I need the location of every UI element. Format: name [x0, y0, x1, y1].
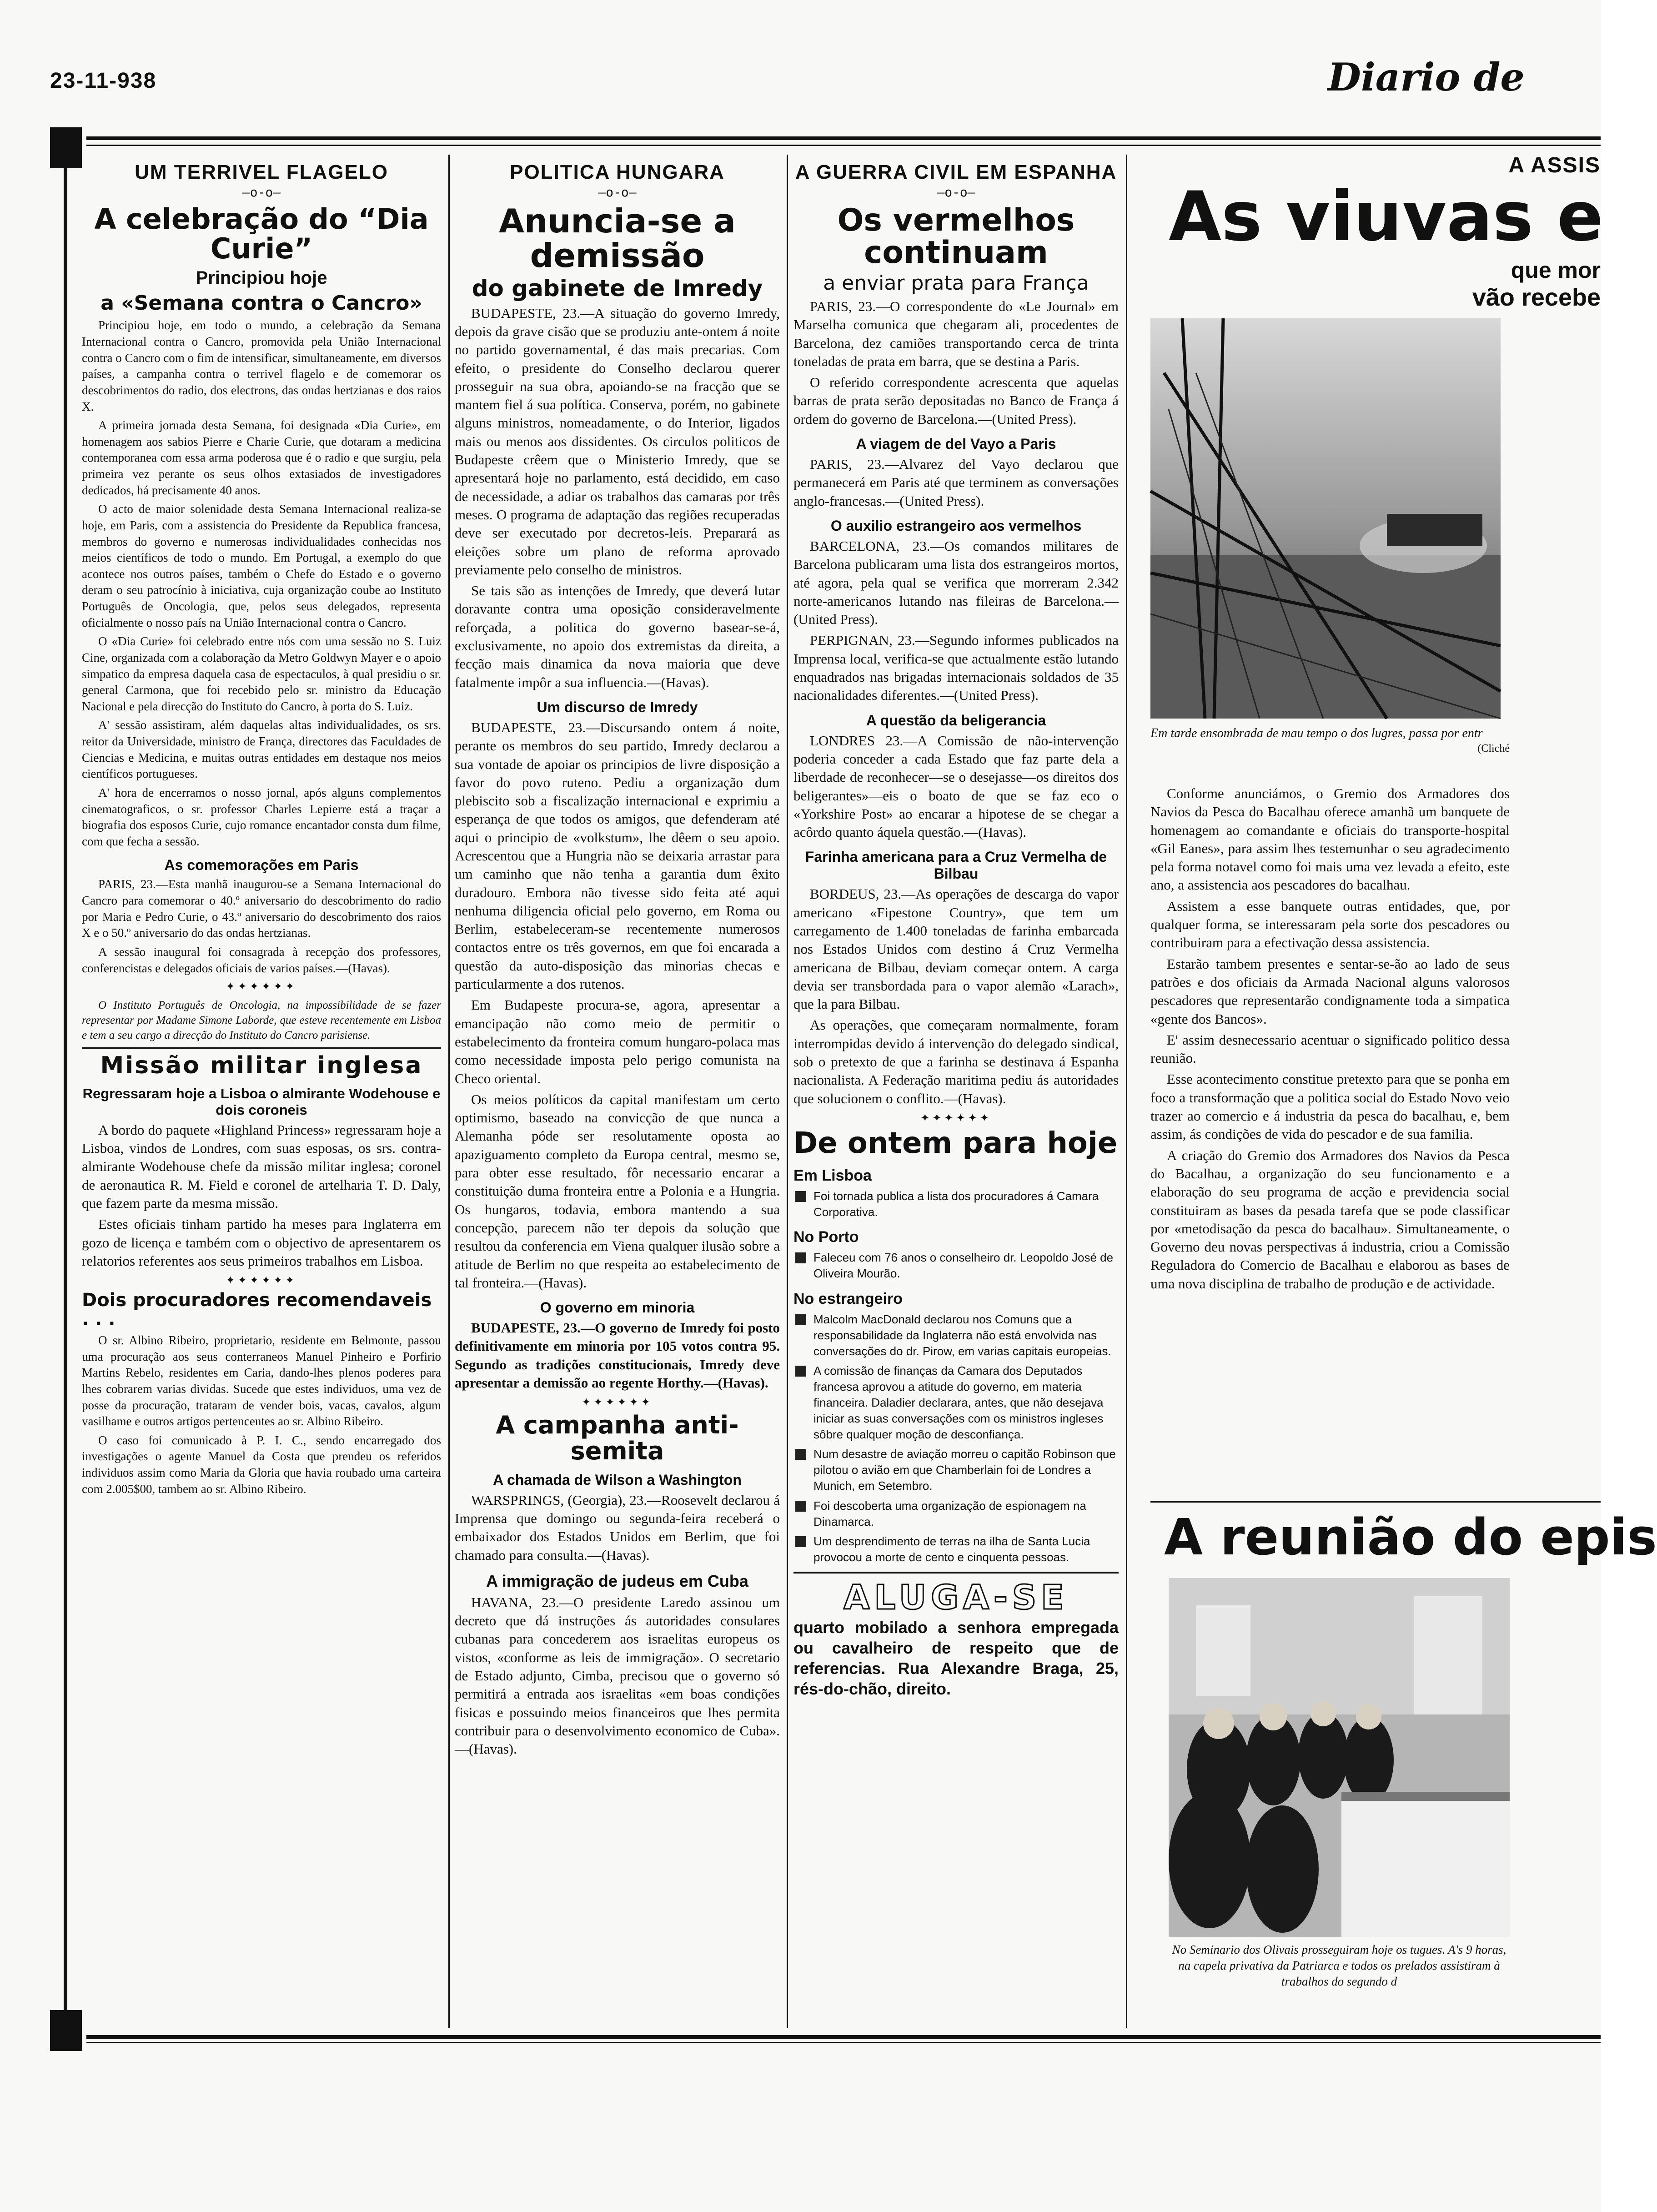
article-paragraph: WARSPRINGS, (Georgia), 23.—Roosevelt declarou á Imprensa que domingo ou segunda-feira receberá o embaixador dos Estados Unidos em Berlim, que foi chamado para consulta.—(Havas). [455, 1492, 780, 1563]
article-paragraph: A criação do Gremio dos Armadores dos Navios da Pesca do Bacalhau, a organização do seu funcionamento e a elaboração do seu programa de acção e previdencia social constituiram as bases da pesada tarefa que se pode classificar por «metodisação da pesca do bacalhau». Simultaneamente, o Governo deu novas perspectivas á industria, criou a Comissão Reguladora do Comercio de Bacalhau e elaborou as bases de uma nova disciplina de trabalho de produção e de actividade. [1150, 1147, 1510, 1292]
headline: Dois procuradores recomendaveis . . . [82, 1290, 432, 1330]
divider-stars: ✦✦✦✦✦✦ [226, 981, 297, 993]
corner-block-top [50, 127, 82, 168]
subsection-heading: A questão da beligerancia [866, 712, 1046, 729]
bishops-article [1164, 1508, 1657, 1571]
bishops-meeting-image [1169, 1578, 1510, 1937]
headline: Anuncia-se a demissão [499, 202, 736, 275]
region-heading-lisboa: Em Lisboa [793, 1167, 872, 1185]
square-bullet-icon [795, 1536, 806, 1547]
photo-caption: Em tarde ensombrada de mau tempo o dos lugres, passa por entr [1150, 726, 1483, 740]
article-paragraph: HAVANA, 23.—O presidente Laredo assinou um decreto que dá instruções ás autoridades consulares cubanas para concederem aos israelitas europeus os vistos, «conforme as leis de immigração». O secretario de Estado adjunto, Cimba, precisou que o governo só permitirá a entrada aos israelitas «em boas condições fisicas e possuindo meios financeiros que lhes permita contribuir para o desenvolvimento economico de Cuba».—(Havas). [455, 1594, 780, 1757]
article-paragraph: A' hora de encerramos o nosso jornal, após alguns complementos cinematograficos, o sr. professor Charles Lepierre está a traçar a biografia dos esposos Curie, cujo romance encantador consta dum filme, com que fecha a sessão. [82, 785, 441, 848]
article-paragraph: O caso foi comunicado à P. I. C., sendo encarregado dos investigações o agente Manuel da Costa que prendeu os referidos individuos assim como Maria da Gloria que havia roubado uma carteira com 2.005$00, tambem ao sr. Albino Ribeiro. [82, 1433, 441, 1496]
subheadline: a enviar prata para França [823, 271, 1089, 295]
article-paragraph: Em Budapeste procura-se, agora, apresentar a emancipação não como meio de permitir o estabelecimento da fronteira comum hungaro-polaca mas como necessidade imposta pelo perigo comunista na Checo oriental. [455, 997, 780, 1086]
seminary-photo [1169, 1578, 1510, 1937]
classified-ad-title: ALUGA-SE [844, 1578, 1069, 1617]
article-paragraph: Assistem a esse banquete outras entidades, que, por qualquer forma, se interessaram pela sorte dos pescadores ou contribuiram para a efectivação dessa assistencia. [1150, 898, 1510, 951]
article-paragraph: A primeira jornada desta Semana, foi designada «Dia Curie», em homenagem aos sabios Pierre e Charie Curie, que dotaram a medicina contemporanea com essa arma poderosa que é o radio e que surgiu, pela primeira vez perante os seus olhos extasiados de investigadores dedicados, há precisamente 40 anos. [82, 418, 441, 497]
photo-caption: No Seminario dos Olivais prosseguiram hoje os tugues. A's 9 horas, na capela privativa da Patriarca e todos os prelados assistiram à trabalhos do segundo d [1172, 1943, 1506, 1989]
section-heading: A GUERRA CIVIL EM ESPANHA [795, 161, 1117, 183]
subheadline: Principiou hoje [196, 268, 327, 288]
square-bullet-icon [795, 1366, 806, 1377]
column-cancer [82, 155, 441, 2028]
fishermen-article [1150, 784, 1510, 1503]
subsection-heading: Farinha americana para a Cruz Vermelha de Bilbau [805, 849, 1107, 882]
headline: De ontem para hoje [793, 1126, 1118, 1160]
article-paragraph: BUDAPESTE, 23.—Discursando ontem á noite, perante os membros do seu partido, Imredy declarou a sua vontade de apoiar os principios de livre disposição a favor do povo ruteno. Pediu a organização dum plebiscito sob a fiscalização internacional e exprimiu a esperança de que todos os amigos, que defenderam até aqui o principio de «volkstum», lhe dêem o seu apoio. Acrescentou que a Hungria não se deixaria arrastar para um caminho que não tenha a garantia dum êxito duradouro. Embora não tivesse sido feita até aqui nenhuma diligencia oficial pelo governo, em Roma ou Berlim, estabeleceram-se recentemente numerosos contactos entre os três governos, em que foi encarada a questão da auto-disposição das minorias checas e particularmente a dos rutenos. [455, 719, 780, 992]
subsection-heading: O governo em minoria [540, 1299, 695, 1316]
article-paragraph: BUDAPESTE, 23.—A situação do governo Imredy, depois da grave cisão que se produziu ante-ontem á noite no partido governamental, é das mais precarias. Com efeito, o presidente do Conselho declarou querer prosseguir na sua obra, apoiando-se na fracção que se mantem fiel á sua política. Conserva, porém, no gabinete alguns ministros, nomeadamente, o do Interior, ligados mais ou menos aos dissidentes. Os circulos politicos de Budapeste crêem que o Ministerio Imredy, que se apresentará hoje no parlamento, está decidido, em caso de necessidade, a adiar os trabalhos das camaras por três meses. O programa de adaptação das regiões recuperadas deve ser executado por decretos-leis. Preparará as eleições sobre um plano de reforma aprovado previamente pelo conselho de ministros. [455, 305, 780, 578]
news-item: Foi descoberta uma organização de espionagem na Dinamarca. [793, 1498, 1119, 1530]
article-paragraph: Conforme anunciámos, o Gremio dos Armadores dos Navios da Pesca do Bacalhau oferece amanhã um banquete de homenagem ao comandante e oficiais do transporte-hospital «Gil Eanes», para assim lhes testemunhar o seu agradecimento pela forma notavel como foi mais uma vez levada a efeito, este ano, a assistencia aos pescadores do bacalhau. [1150, 785, 1510, 893]
article-paragraph: A bordo do paquete «Highland Princess» regressaram hoje a Lisboa, vindos de Londres, com suas esposas, os srs. contra-almirante Wodehouse chefe da missão militar inglesa; coronel de aeronautica R. M. Field e coronel de artelharia T. D. Daly, que fazem parte da mesma missão. [82, 1121, 441, 1211]
subheadline: A chamada de Wilson a Washington [493, 1471, 742, 1488]
section-heading: UM TERRIVEL FLAGELO [135, 161, 388, 183]
masthead: Diario de [1328, 55, 1525, 100]
article-paragraph: PARIS, 23.—O correspondente do «Le Journal» em Marselha comunica que chegaram ali, procedentes de Barcelona, dez camiões transportando cerca de trinta toneladas de prata em barra, que se destina a Paris. [793, 298, 1119, 369]
news-item: Foi tornada publica a lista dos procuradores á Camara Corporativa. [793, 1188, 1119, 1220]
news-item: A comissão de finanças da Camara dos Deputados francesa aprovou a atitude do governo, em materia financeira. Daladier declarara, antes, que não desejava iniciar as suas conversações com os ministros ingleses sôbre qualquer moção de desconfiança. [793, 1363, 1119, 1443]
article-paragraph: Esse acontecimento constitue pretexto para que se ponha em foco a transformação que a politica social do Estado Novo veio trazer ao comercio e á industria da pesca do bacalhau, e, bem assim, ás condições de vida do pescador e de sua familia. [1150, 1071, 1510, 1142]
subsection-heading: As comemorações em Paris [164, 857, 359, 874]
subheadline: que mor [1511, 257, 1601, 283]
article-paragraph: Estarão tambem presentes e sentar-se-ão ao lado de seus patrões e dos oficiais da Armada Nacional alguns valorosos pescadores que representarão condignamente toda a simpatica «gente dos Bancos». [1150, 955, 1510, 1027]
column-spain [793, 155, 1119, 2028]
article-paragraph: BORDEUS, 23.—As operações de descarga do vapor americano «Fipestone Country», que tem um carregamento de 1.400 toneladas de farinha embarcada nos Estados Unidos com destino á Cruz Vermelha americana de Bilbau, deviam começar ontem. A carga devia ser transbordada para o vapor alemão «Larach», que la para Bilbau. [793, 886, 1119, 1012]
square-bullet-icon [795, 1314, 806, 1325]
square-bullet-icon [795, 1252, 806, 1263]
issue-date: 23-11-938 [50, 69, 157, 93]
subsection-heading: O auxilio estrangeiro aos vermelhos [830, 517, 1082, 534]
subheadline-2: a «Semana contra o Cancro» [100, 292, 422, 315]
region-heading-estrangeiro: No estrangeiro [793, 1290, 903, 1307]
column-divider [448, 155, 450, 2028]
section-heading: A ASSIS [1508, 153, 1601, 177]
news-item: Um desprendimento de terras na ilha de Santa Lucia provocou a morte de cento e cinquenta pessoas. [793, 1533, 1119, 1565]
article-paragraph: Estes oficiais tinham partido ha meses para Inglaterra em gozo de licença e também com o objectivo de apresentarem os relatorios referentes aos seus primeiros trabalhos em Lisboa. [82, 1216, 441, 1269]
subsection-heading: Um discurso de Imredy [537, 699, 698, 715]
photo-caption-block [1150, 725, 1510, 780]
article-paragraph: A sessão inaugural foi consagrada à recepção dos professores, conferencistas e delegados oficiais de varios países.—(Havas). [82, 945, 441, 975]
headline: A celebração do “Dia Curie” [94, 202, 429, 266]
ship-photo [1150, 318, 1501, 719]
bottom-rule [86, 2035, 1601, 2039]
article-paragraph: Principiou hoje, em todo o mundo, a celebração da Semana Internacional contra o Cancro, promovida pela União Internacional contra o Cancro com o fim de intensificar, simultaneamente, em diversos países, a campanha contra o terrivel flagelo e de comemorar os descobrimentos do radio, dos electrons, das ondas hertzianas e dos raios X. [82, 318, 441, 413]
article-paragraph: O sr. Albino Ribeiro, proprietario, residente em Belmonte, passou uma procuração aos seus conterraneos Manuel Pinheiro e Porfirio Martins Rebelo, residentes em Caria, dando-lhes plenos poderes para lhes cobrarem varias dividas. Sucede que estes individuos, uma vez de posse da procuração, trataram de vender bois, vacas, cavalos, algum vasilhame e outros artigos pertencentes ao sr. Albino Ribeiro. [82, 1333, 441, 1428]
article-paragraph: E' assim desnecessario acentuar o significado politico dessa reunião. [1150, 1031, 1510, 1066]
column-divider [787, 155, 788, 2028]
article-paragraph: BARCELONA, 23.—Os comandos militares de Barcelona publicaram uma lista dos estrangeiros mortos, até agora, pela qual se verifica que morreram 2.342 norte-americanos lutando nas fileiras de Barcelona.—(United Press). [793, 538, 1119, 628]
ship-rigging-image [1150, 318, 1501, 719]
article-paragraph: PERPIGNAN, 23.—Segundo informes publicados na Imprensa local, verifica-se que actualmente estão lutando enquadrados nas brigadas internacionais soldados de 35 nacionalidades diferentes.—(United Press). [793, 632, 1119, 704]
bottom-rule-thin [86, 2042, 1601, 2043]
subheadline: Regressaram hoje a Lisboa o almirante Wodehouse e dois coroneis [82, 1085, 441, 1118]
column-divider [1126, 155, 1127, 2028]
article-paragraph: Os meios políticos da capital manifestam um certo optimismo, baseado na convicção de que nunca a Alemanha póde ser resolutamente oposta ao apaziguamento completo da Europa central, mesmo se, para obter esse resultado, fôr necessario encarar a constituição duma fronteira entre a Polonia e a Hungria. Os hungaros, todavia, embora mantendo a sua concepção, parecem não ter depois da solução que resultou da conferencia em Viena qualquer ilusão sobre a atitude de Berlim no que respeita ao estabelecimento de tal fronteira.—(Havas). [455, 1091, 780, 1291]
region-heading-porto: No Porto [793, 1228, 859, 1246]
news-item: Malcolm MacDonald declarou nos Comuns que a responsabilidade da Inglaterra não está envolvida nas conversações do dr. Pirow, em varias capitais europeias. [793, 1312, 1119, 1359]
article-paragraph: Se tais são as intenções de Imredy, que deverá lutar doravante contra uma oposição consideravelmente reforçada, a politica do governo basear-se-á, exclusivamente, no apoio dos extremistas da direita, a fecção mais dinamica da nova maioria que deve fatalmente impôr a sua influencia.—(Havas). [455, 583, 780, 690]
headline: As viuvas e [1169, 177, 1603, 256]
divider-stars: ✦✦✦✦✦✦ [582, 1397, 653, 1409]
article-paragraph: O «Dia Curie» foi celebrado entre nós com uma sessão no S. Luiz Cine, organizada com a colaboração da Metro Goldwyn Mayer e o apoio simpatico da empresa daquela casa de espectaculos, à qual presidiu o sr. general Carmona, que foi recebido pelo sr. ministro da Educação Nacional e pela direcção do Instituto do Cancro, à porta do S. Luiz. [82, 634, 441, 713]
column-hungary [455, 155, 780, 2028]
ornament: —o-o— [598, 185, 637, 200]
news-item: Faleceu com 76 anos o conselheiro dr. Leopoldo José de Oliveira Mourão. [793, 1250, 1119, 1282]
article-rule [1150, 1501, 1601, 1503]
subsection-heading: A viagem de del Vayo a Paris [856, 436, 1056, 452]
headline: Missão militar inglesa [100, 1052, 423, 1080]
subheadline: do gabinete de Imredy [472, 275, 763, 302]
ornament: —o-o— [242, 185, 281, 200]
classified-ad-text: quarto mobilado a senhora empregada ou cavalheiro de respeito que de referencias. Rua Alexandre Braga, 25, rés-do-chão, direito. [793, 1618, 1119, 1698]
square-bullet-icon [795, 1191, 806, 1202]
article-paragraph: BUDAPESTE, 23.—O governo de Imredy foi posto definitivamente em minoria por 105 votos contra 95. Segundo as tradições constitucionais, Imredy deve apresentar a demissão ao regente Horthy.—(Havas). [455, 1320, 780, 1391]
divider-stars: ✦✦✦✦✦✦ [226, 1275, 297, 1287]
photo-credit: (Cliché [1477, 743, 1510, 755]
news-item: Num desastre de aviação morreu o capitão Robinson que pilotou o avião em que Chamberlain foi de Londres a Munich, em Setembro. [793, 1446, 1119, 1494]
subsection-heading: A immigração de judeus em Cuba [486, 1571, 748, 1590]
article-paragraph: O referido correspondente acrescenta que aquelas barras de prata serão depositadas no Banco de França á ordem do governo de Barcelona.—(United Press). [793, 374, 1119, 427]
article-paragraph: O acto de maior solenidade desta Semana Internacional realiza-se hoje, em Paris, com a assistencia do Presidente da Republica francesa, membros do governo e numerosas individualidades conhecidas nos meios científicos de todo o mundo. Em Portugal, a exemplo do que acontece nos outros países, também o Chefe do Estado e o governo deram o seu patrocínio à iniciativa, cuja organização coube ao Instituto Português de Oncologia, que, pelos seus delegados, representa oficialmente o nosso país na União Internacional contra o Cancro. [82, 502, 441, 629]
section-heading: POLITICA HUNGARA [510, 161, 725, 183]
article-paragraph: LONDRES 23.—A Comissão de não-intervenção poderia conceder a cada Estado que faz parte dela a liberdade de reconhecer—se o desejasse—os direitos dos beligerantes»—eis o boato de que se faz eco o «Yorkshire Post» ao encarar a hipotese de se chegar a acôrdo quanto áquela questão.—(Havas). [793, 732, 1119, 840]
article-paragraph: PARIS, 23.—Esta manhã inaugurou-se a Semana Internacional do Cancro para comemorar o 40.º aniversario do descobrimento do radio por Maria e Pedro Curie, o 43.º aniversario do descobrimento dos raios X e o 50.º aniversario do das ondas hertzianas. [82, 877, 441, 940]
headline: A campanha anti-semita [496, 1411, 739, 1465]
article-rule [82, 1047, 441, 1049]
square-bullet-icon [795, 1449, 806, 1460]
headline: A reunião do epis [1164, 1508, 1657, 1566]
square-bullet-icon [795, 1501, 806, 1512]
headline: Os vermelhos continuam [837, 202, 1075, 271]
photo2-caption-block [1169, 1942, 1510, 2024]
article-rule [793, 1572, 1119, 1574]
article-paragraph: As operações, que começaram normalmente, foram interrompidas devido á intervenção do delegado sindical, sob o pretexto de que a farinha se destinava á Espanha nacionalista. A Federação maritima pediu ás autoridades que solucionem o conflito.—(Havas). [793, 1017, 1119, 1106]
corner-block-bottom [50, 2010, 82, 2051]
ornament: —o-o— [937, 185, 975, 200]
article-paragraph: A' sessão assistiram, além daquelas altas individualidades, os srs. reitor da Universidade, ministro de França, directores das Faculdades de Ciencias e Medicina, e muitas outras entidades em destaque nos meios científicos portugueses. [82, 718, 441, 781]
italic-note: O Instituto Português de Oncologia, na impossibilidade de se fazer representar por Madame Simone Laborde, que esteve recentemente em Lisboa e tem a seu cargo a direcção do Instituto do Cancro parisiense. [82, 999, 441, 1042]
article-paragraph: PARIS, 23.—Alvarez del Vayo declarou que permanecerá em Paris até que terminem as conversações anglo-francesas.—(United Press). [793, 456, 1119, 509]
left-vertical-rule [64, 168, 67, 2051]
subheadline-2: vão recebe [1472, 283, 1601, 311]
divider-stars: ✦✦✦✦✦✦ [920, 1112, 992, 1124]
